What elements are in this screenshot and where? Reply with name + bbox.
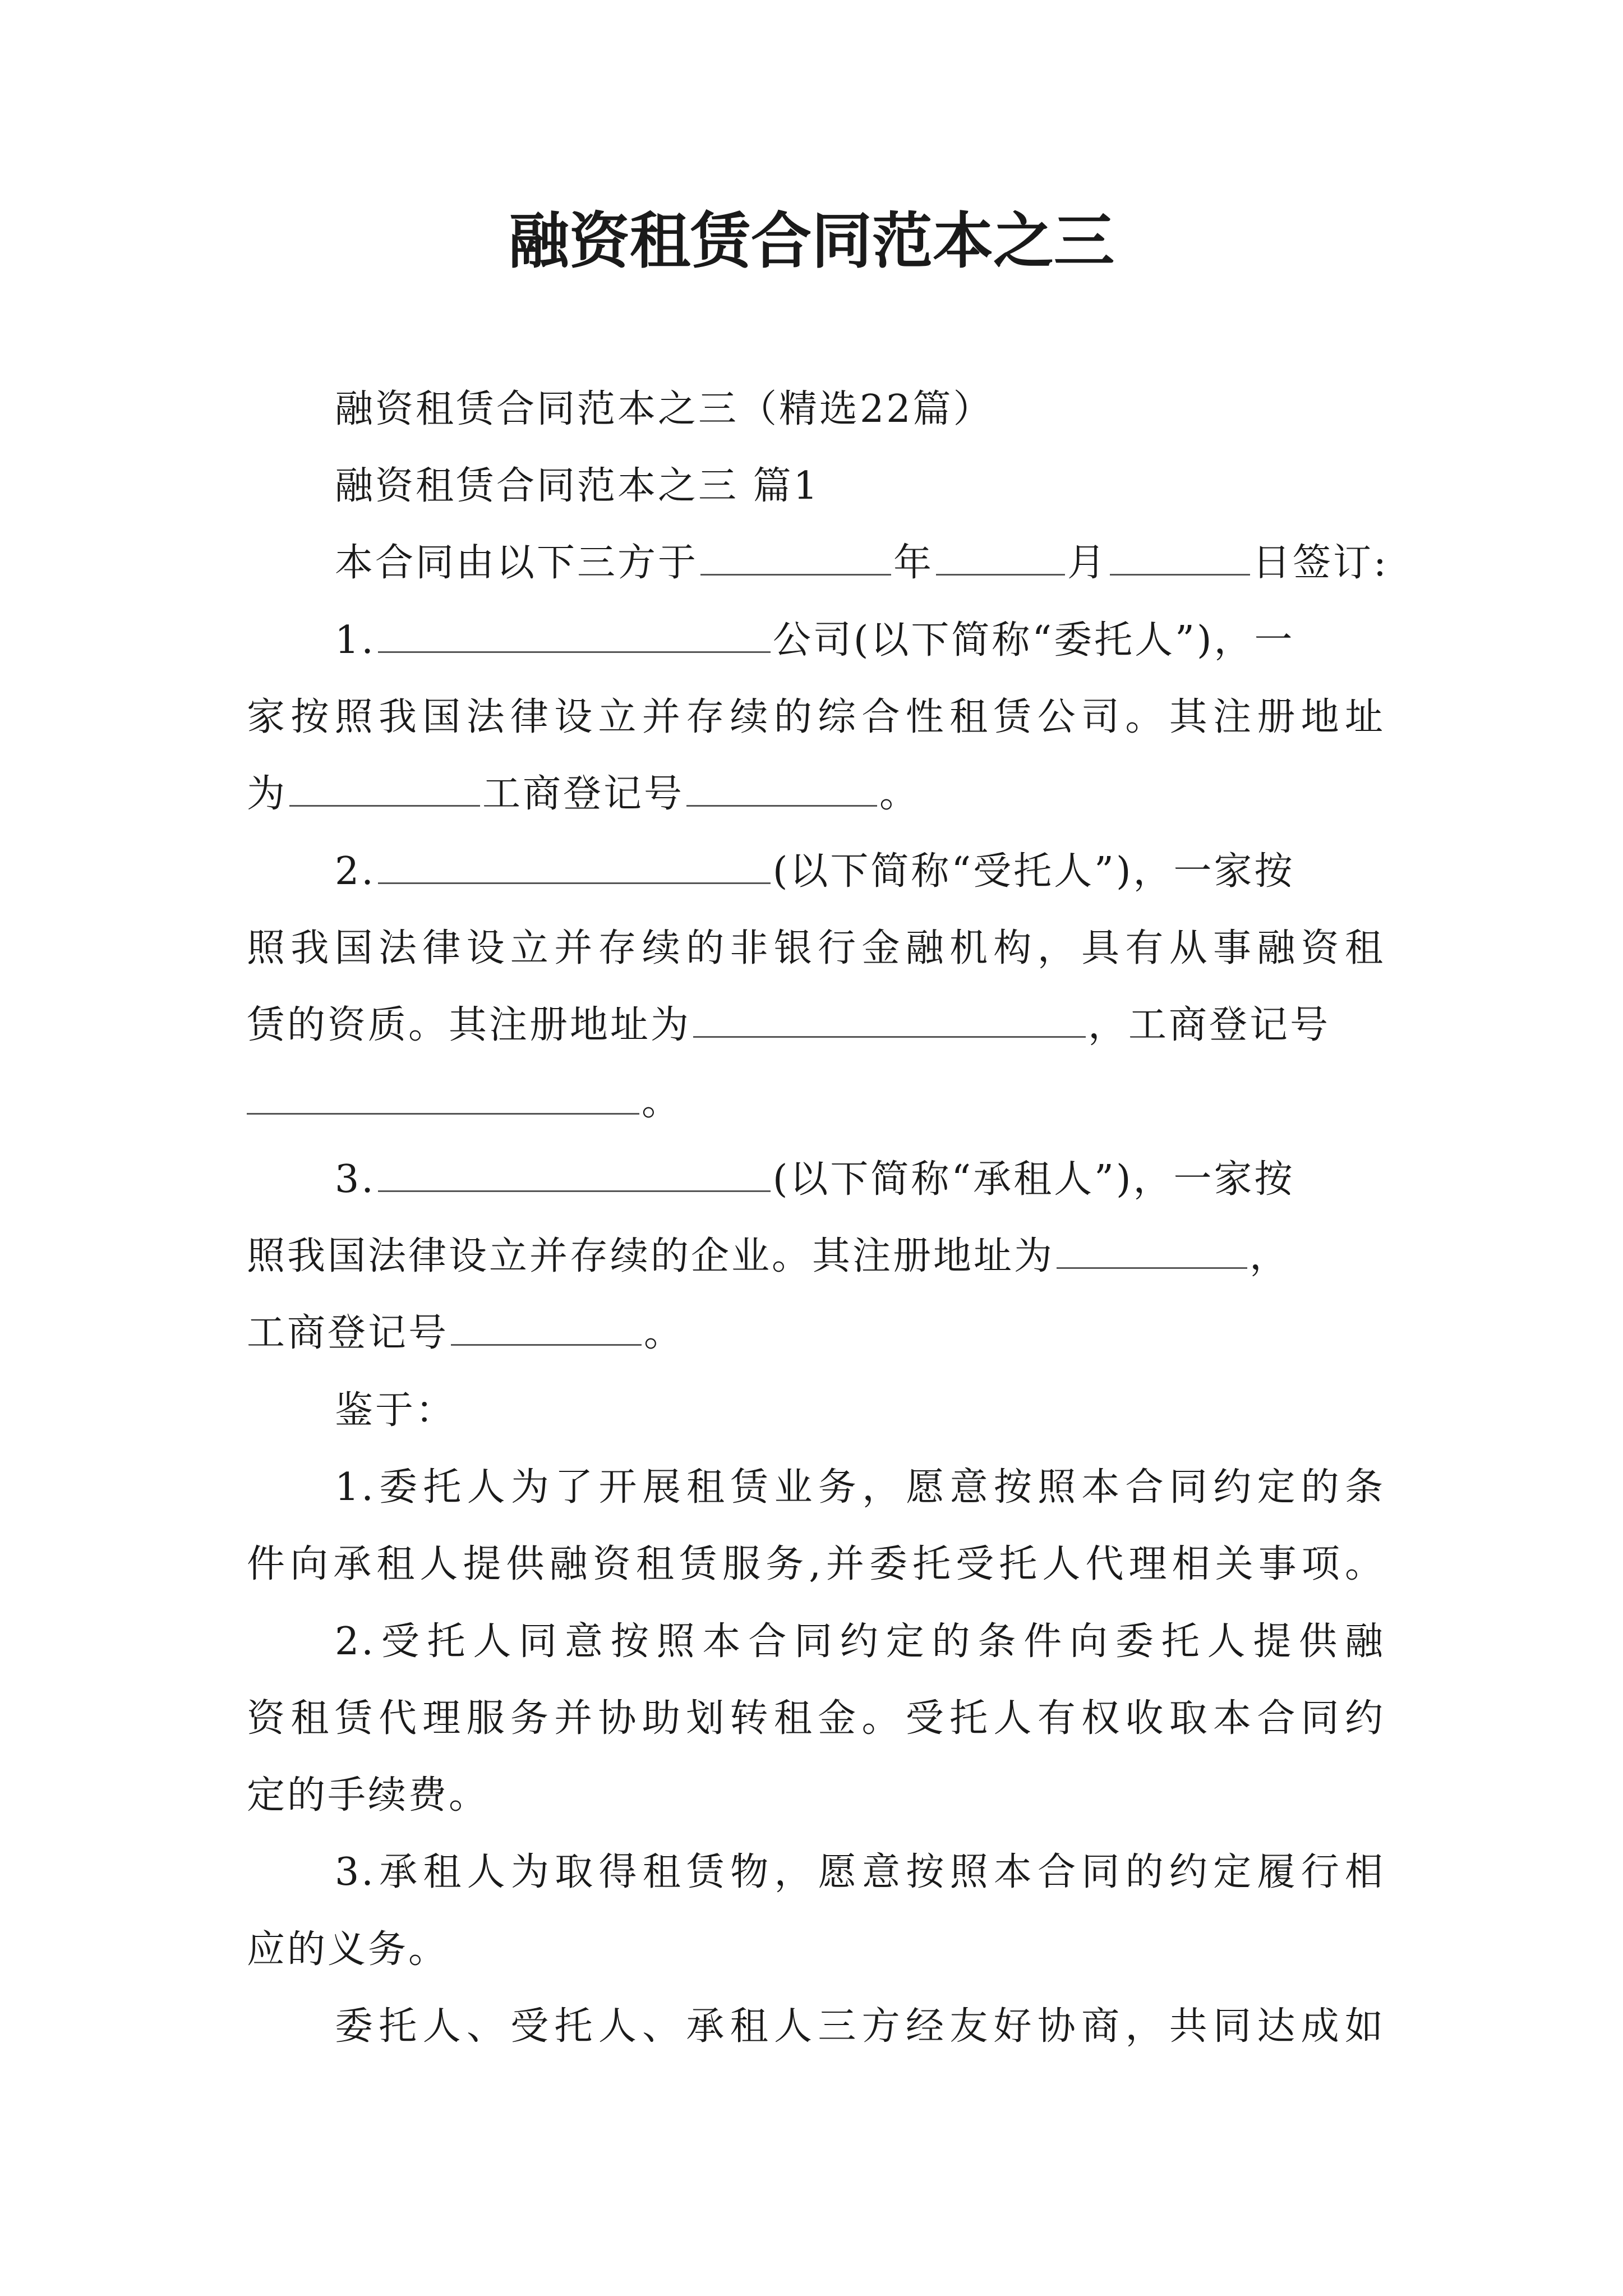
party-3-number: 3. xyxy=(335,1157,376,1202)
party-1-address-label: 为 xyxy=(247,772,288,816)
section-heading-text: 融资租赁合同范本之三 篇1 xyxy=(335,464,820,508)
party-3-address-blank[interactable] xyxy=(1057,1232,1247,1269)
party-2-qualification-text: 赁的资质。其注册地址为 xyxy=(247,1003,691,1047)
whereas-2-text-1: 2.受托人同意按照本合同约定的条件向委托人提供融 xyxy=(335,1619,1385,1664)
year-blank[interactable] xyxy=(700,539,891,576)
page-title: 融资租赁合同范本之三 xyxy=(508,206,1114,277)
party-3-line-3 xyxy=(247,1305,684,1361)
signing-date-line xyxy=(335,535,1389,591)
party-3-comma: ， xyxy=(1249,1234,1290,1278)
party-2-address-blank[interactable] xyxy=(693,1001,1086,1038)
whereas-1-text-1: 1.委托人为了开展租赁业务，愿意按照本合同约定的条 xyxy=(335,1465,1385,1510)
subtitle-text: 融资租赁合同范本之三（精选22篇） xyxy=(335,387,994,431)
month-blank[interactable] xyxy=(936,539,1065,576)
agreement-intro-line xyxy=(335,1999,1385,2055)
whereas-1-line-1 xyxy=(335,1460,1385,1516)
day-sign-label: 日签订: xyxy=(1252,541,1389,585)
day-blank[interactable] xyxy=(1110,539,1250,576)
party-3-description: 照我国法律设立并存续的企业。其注册地址为 xyxy=(247,1234,1055,1278)
party-3-line-2 xyxy=(247,1228,1290,1285)
whereas-1-text-2: 件向承租人提供融资租赁服务,并委托受托人代理相关事项。 xyxy=(247,1542,1385,1586)
whereas-3-line-2 xyxy=(247,1922,449,1978)
agreement-intro-text: 委托人、受托人、承租人三方经友好协商，共同达成如 xyxy=(335,2004,1385,2049)
whereas-1-line-2 xyxy=(247,1536,1385,1593)
party-2-line-4 xyxy=(247,1074,682,1130)
party-3-registration-label: 工商登记号 xyxy=(247,1311,449,1355)
whereas-3-text-2: 应的义务。 xyxy=(247,1927,449,1972)
party-1-name-blank[interactable] xyxy=(378,616,771,653)
party-2-role-text: (以下简称“受托人”)，一家按 xyxy=(772,849,1295,894)
whereas-2-line-2 xyxy=(247,1691,1385,1747)
whereas-2-text-2: 资租赁代理服务并协助划转租金。受托人有权收取本合同约 xyxy=(247,1696,1385,1741)
party-2-line-3 xyxy=(247,997,1330,1053)
party-1-line-2 xyxy=(247,689,1385,746)
party-2-line-1 xyxy=(335,844,1294,900)
signing-intro-text: 本合同由以下三方于 xyxy=(335,541,699,585)
party-2-registration-label: ，工商登记号 xyxy=(1088,1003,1331,1047)
party-1-role-text: 公司(以下简称“委托人”)，一 xyxy=(772,618,1295,662)
party-1-period: 。 xyxy=(879,772,920,816)
party-2-number: 2. xyxy=(335,849,376,894)
whereas-text: 鉴于： xyxy=(335,1388,457,1433)
whereas-3-line-1 xyxy=(335,1844,1385,1901)
whereas-heading xyxy=(335,1383,456,1439)
month-label: 月 xyxy=(1067,541,1108,585)
party-1-registration-label: 工商登记号 xyxy=(482,772,685,816)
party-2-name-blank[interactable] xyxy=(378,848,771,884)
section-heading xyxy=(335,458,820,514)
party-1-number: 1. xyxy=(335,618,376,662)
party-3-period: 。 xyxy=(644,1311,685,1355)
party-2-registration-blank[interactable] xyxy=(247,1078,639,1115)
whereas-2-text-3: 定的手续费。 xyxy=(247,1773,490,1818)
party-2-description: 照我国法律设立并存续的非银行金融机构，具有从事融资租 xyxy=(247,926,1385,970)
party-3-registration-blank[interactable] xyxy=(451,1309,642,1346)
party-1-description: 家按照我国法律设立并存续的综合性租赁公司。其注册地址 xyxy=(247,695,1385,739)
party-3-role-text: (以下简称“承租人”)，一家按 xyxy=(772,1157,1295,1202)
party-1-registration-blank[interactable] xyxy=(686,770,877,807)
party-1-line-1 xyxy=(335,613,1294,669)
party-2-period: 。 xyxy=(642,1080,683,1124)
whereas-2-line-3 xyxy=(247,1768,489,1824)
party-3-line-1 xyxy=(335,1152,1294,1208)
party-1-line-3 xyxy=(247,766,920,822)
party-2-line-2 xyxy=(247,921,1385,977)
subtitle-line xyxy=(335,381,994,438)
party-1-address-blank[interactable] xyxy=(289,770,480,807)
whereas-3-text-1: 3.承租人为取得租赁物，愿意按照本合同的约定履行相 xyxy=(335,1850,1385,1894)
party-3-name-blank[interactable] xyxy=(378,1156,771,1192)
whereas-2-line-1 xyxy=(335,1614,1385,1670)
year-label: 年 xyxy=(893,541,934,585)
